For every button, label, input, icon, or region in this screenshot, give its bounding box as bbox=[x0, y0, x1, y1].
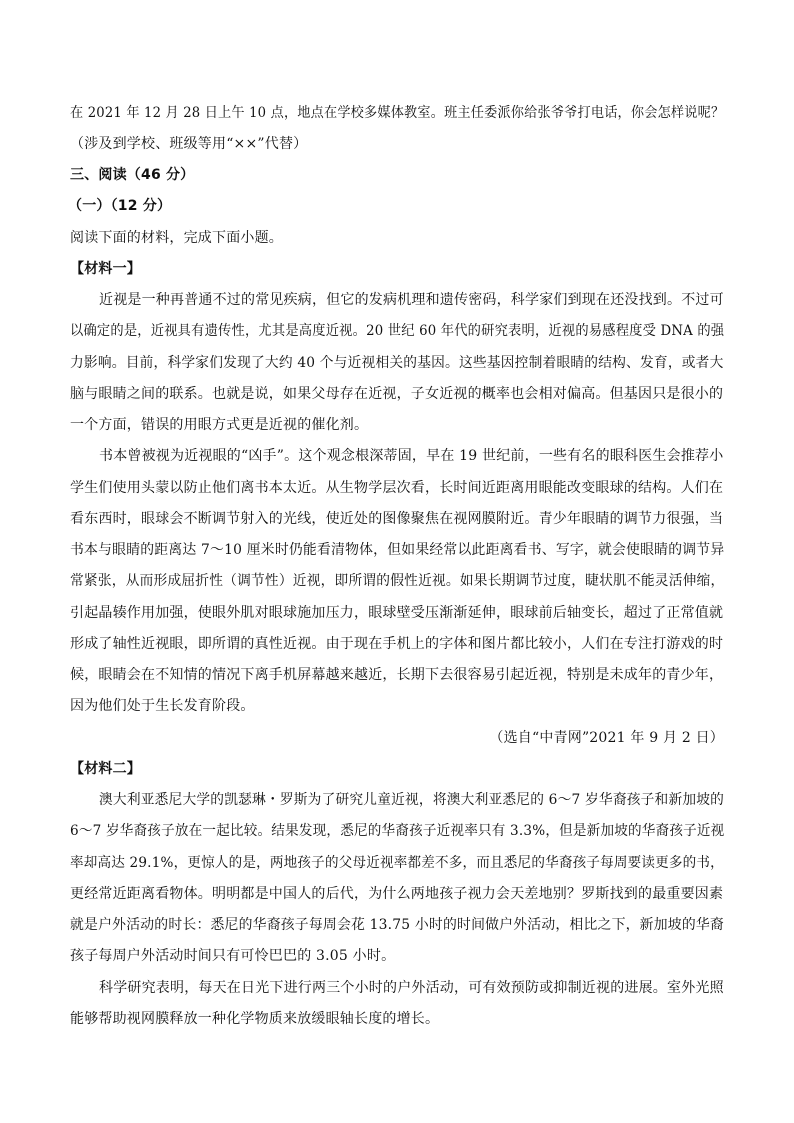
material-2-label: 【材料二】 bbox=[70, 761, 141, 777]
paragraph-line: 力影响。目前，科学家们发现了大约 40 个与近视相关的基因。这些基因控制着眼睛的结构、发育，或者大 bbox=[70, 355, 724, 371]
section-title: 三、阅读（46 分） bbox=[70, 167, 195, 183]
material-1-source: （选自“中青网”2021 年 9 月 2 日） bbox=[489, 730, 724, 746]
paragraph-line: 脑与眼睛之间的联系。也就是说，如果父母存在近视，子女近视的概率也会相对偏高。但基因只是很小的 bbox=[70, 386, 724, 402]
intro-note-line: （涉及到学校、班级等用“××”代替） bbox=[70, 136, 308, 152]
paragraph-line: 因为他们处于生长发育阶段。 bbox=[70, 698, 255, 714]
paragraph-line: 澳大利亚悉尼大学的凯瑟琳・罗斯为了研究儿童近视，将澳大利亚悉尼的 6～7 岁华裔孩子和新加坡的 bbox=[99, 792, 725, 808]
paragraph-line: 就是户外活动的时长：悉尼的华裔孩子每周会花 13.75 小时的时间做户外活动，相比之下，新加坡的华裔 bbox=[70, 917, 724, 933]
paragraph-line: 率却高达 29.1%，更惊人的是，两地孩子的父母近视率都差不多，而且悉尼的华裔孩子每周要读更多的书， bbox=[70, 855, 724, 871]
paragraph-line: 6～7 岁华裔孩子放在一起比较。结果发现，悉尼的华裔孩子近视率只有 3.3%，但是新加坡的华裔孩子近视 bbox=[70, 823, 725, 839]
intro-question-line: 在 2021 年 12 月 28 日上午 10 点，地点在学校多媒体教室。班主任委派你给张爷爷打电话，你会怎样说呢？ bbox=[70, 105, 725, 121]
paragraph-line: 引起晶辏作用加强，使眼外肌对眼球施加压力，眼球壁受压渐渐延伸，眼球前后轴变长，超过了正常值就 bbox=[70, 605, 724, 621]
paragraph-line: 更经常近距离看物体。明明都是中国人的后代，为什么两地孩子视力会天差地别？罗斯找到的最重要因素 bbox=[70, 886, 724, 902]
paragraph-line: 看东西时，眼球会不断调节射入的光线，使近处的图像聚焦在视网膜附近。青少年眼睛的调节力很强，当 bbox=[70, 511, 724, 527]
paragraph-line: 候，眼睛会在不知情的情况下离手机屏幕越来越近，长期下去很容易引起近视，特别是未成年的青少年， bbox=[70, 667, 724, 683]
paragraph-line: 书本曾被视为近视眼的“凶手”。这个观念根深蒂固，早在 19 世纪前，一些有名的眼科医生会推荐小 bbox=[99, 448, 724, 464]
material-1-label: 【材料一】 bbox=[70, 261, 141, 277]
paragraph-line: 一个方面，错误的用眼方式更是近视的催化剂。 bbox=[70, 417, 369, 433]
paragraph-line: 学生们使用头蒙以防止他们离书本太近。从生物学层次看，长时间近距离用眼能改变眼球的结构。人们在 bbox=[70, 480, 724, 496]
paragraph-line: 常紧张，从而形成屈折性（调节性）近视，即所谓的假性近视。如果长期调节过度，睫状肌不能灵活伸缩， bbox=[70, 573, 725, 589]
paragraph-line: 形成了轴性近视眼，即所谓的真性近视。由于现在手机上的字体和图片都比较小，人们在专注打游戏的时 bbox=[70, 636, 724, 652]
paragraph-line: 以确定的是，近视具有遗传性，尤其是高度近视。20 世纪 60 年代的研究表明，近视的易感程度受 DNA 的强 bbox=[70, 323, 725, 339]
instruction-text: 阅读下面的材料，完成下面小题。 bbox=[70, 230, 283, 246]
paragraph-line: 科学研究表明，每天在日光下进行两三个小时的户外活动，可有效预防或抑制近视的进展。室外光照 bbox=[99, 980, 724, 996]
paragraph-line: 近视是一种再普通不过的常见疾病，但它的发病机理和遗传密码，科学家们到现在还没找到。不过可 bbox=[99, 292, 724, 308]
paragraph-line: 能够帮助视网膜释放一种化学物质来放缓眼轴长度的增长。 bbox=[70, 1011, 440, 1027]
part-label: （一）（12 分） bbox=[68, 198, 172, 214]
paragraph-line: 书本与眼睛的距离达 7～10 厘米时仍能看清物体，但如果经常以此距离看书、写字，就会使眼睛的调节异 bbox=[70, 542, 725, 558]
paragraph-line: 孩子每周户外活动时间只有可怜巴巴的 3.05 小时。 bbox=[70, 948, 396, 964]
